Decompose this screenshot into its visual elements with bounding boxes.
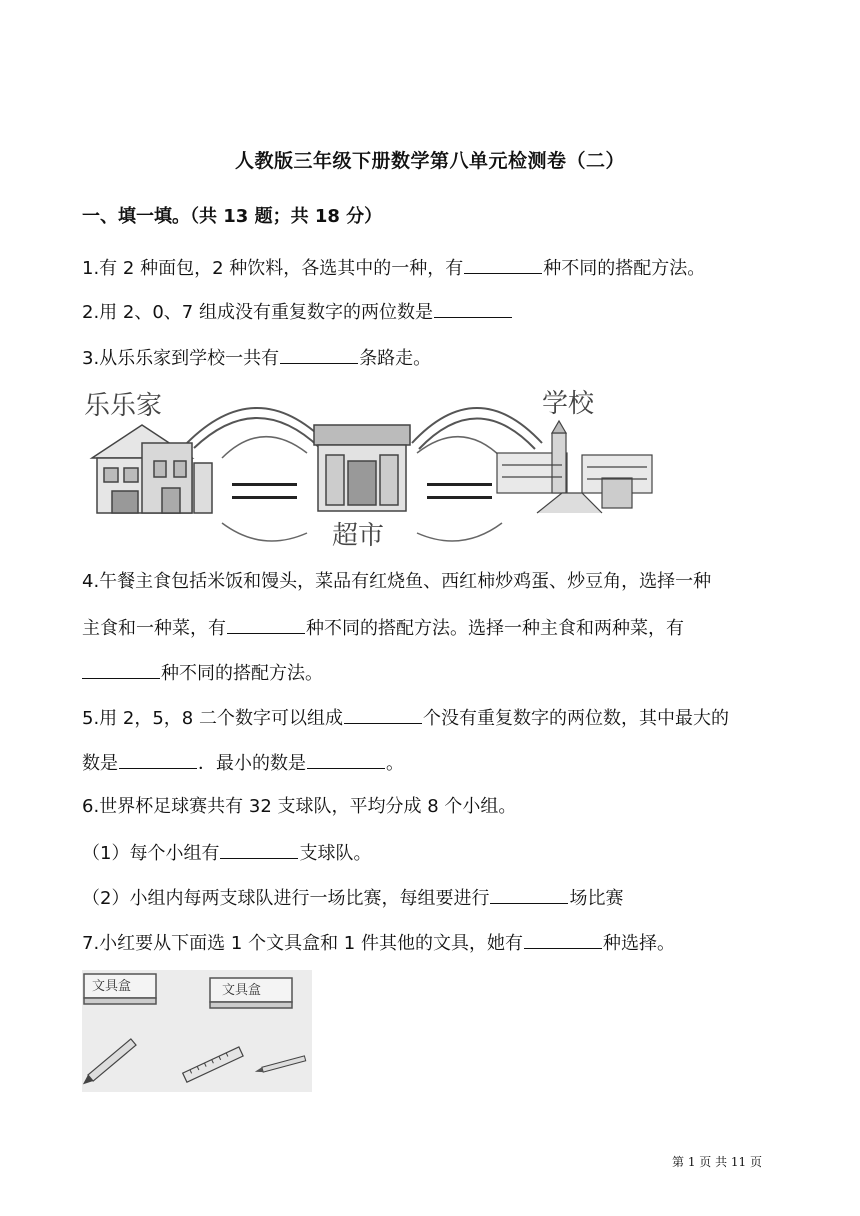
question-6: 6.世界杯足球赛共有 32 支球队，平均分成 8 个小组。 xyxy=(82,796,517,817)
question-2 xyxy=(82,299,513,325)
page-footer: 第 1 页 共 11 页 xyxy=(672,1155,762,1169)
q2-blank[interactable] xyxy=(434,299,512,318)
question-5-line-1 xyxy=(82,705,729,731)
q2-text-a: 2.用 2、0、7 组成没有重复数字的两位数是 xyxy=(82,302,433,323)
q6-blank-2[interactable] xyxy=(490,885,568,904)
question-1 xyxy=(82,255,705,281)
section-heading: 一、填一填。（共 13 题；共 18 分） xyxy=(82,206,383,227)
q4-blank-2[interactable] xyxy=(82,660,160,679)
home-label: 乐乐家 xyxy=(84,391,163,421)
q1-text-a: 1.有 2 种面包，2 种饮料，各选其中的一种，有 xyxy=(82,258,464,279)
school-label: 学校 xyxy=(542,389,595,419)
question-6-sub-1 xyxy=(82,840,371,866)
q5-text-d: ．最小的数是 xyxy=(198,753,306,774)
page-title: 人教版三年级下册数学第八单元检测卷（二） xyxy=(234,150,625,172)
ruler-icon xyxy=(183,1047,243,1082)
stationery-figure xyxy=(82,970,312,1092)
q5-text-b: 个没有重复数字的两位数，其中最大的 xyxy=(422,708,729,729)
q5-text-a: 5.用 2，5，8 二个数字可以组成 xyxy=(82,708,343,729)
question-6-sub-2 xyxy=(82,885,623,911)
pencil-icon xyxy=(262,1056,306,1072)
question-4-line-3 xyxy=(82,660,323,686)
pen-icon xyxy=(88,1039,136,1081)
market-label: 超市 xyxy=(332,521,385,551)
q4-text-a: 主食和一种菜，有 xyxy=(82,618,226,639)
box-label-2: 文具盒 xyxy=(222,983,262,998)
q6-sub2-text-b: 场比赛 xyxy=(569,888,624,909)
question-4-line-2 xyxy=(82,615,684,641)
q4-text-c: 种不同的搭配方法。 xyxy=(161,663,323,684)
question-4-line-1: 4.午餐主食包括米饭和馒头，菜品有红烧鱼、西红柿炒鸡蛋、炒豆角，选择一种 xyxy=(82,571,712,592)
q6-blank-1[interactable] xyxy=(220,840,298,859)
q4-text-b: 种不同的搭配方法。选择一种主食和两种菜，有 xyxy=(306,618,684,639)
q6-sub2-text-a: （2）小组内每两支球队进行一场比赛，每组要进行 xyxy=(82,888,490,909)
q6-sub1-text-a: （1）每个小组有 xyxy=(82,843,220,864)
q7-text-a: 7.小红要从下面选 1 个文具盒和 1 件其他的文具，她有 xyxy=(82,933,523,954)
q5-text-c: 数是 xyxy=(82,753,118,774)
q5-blank-3[interactable] xyxy=(307,750,385,769)
route-figure xyxy=(82,383,662,555)
q5-text-e: 。 xyxy=(386,753,404,774)
q7-blank[interactable] xyxy=(524,930,602,949)
question-5-line-2 xyxy=(82,750,404,776)
q4-blank-1[interactable] xyxy=(227,615,305,634)
q1-text-b: 种不同的搭配方法。 xyxy=(543,258,706,279)
q1-blank[interactable] xyxy=(464,255,542,274)
question-3 xyxy=(82,345,431,371)
box-label-1: 文具盒 xyxy=(92,979,132,994)
q5-blank-2[interactable] xyxy=(119,750,197,769)
q7-text-b: 种选择。 xyxy=(602,933,675,954)
q5-blank-1[interactable] xyxy=(344,705,422,724)
question-7 xyxy=(82,930,675,956)
q3-text-a: 3.从乐乐家到学校一共有 xyxy=(82,348,280,369)
q6-sub1-text-b: 支球队。 xyxy=(299,843,372,864)
q3-text-b: 条路走。 xyxy=(359,348,432,369)
q3-blank[interactable] xyxy=(280,345,358,364)
